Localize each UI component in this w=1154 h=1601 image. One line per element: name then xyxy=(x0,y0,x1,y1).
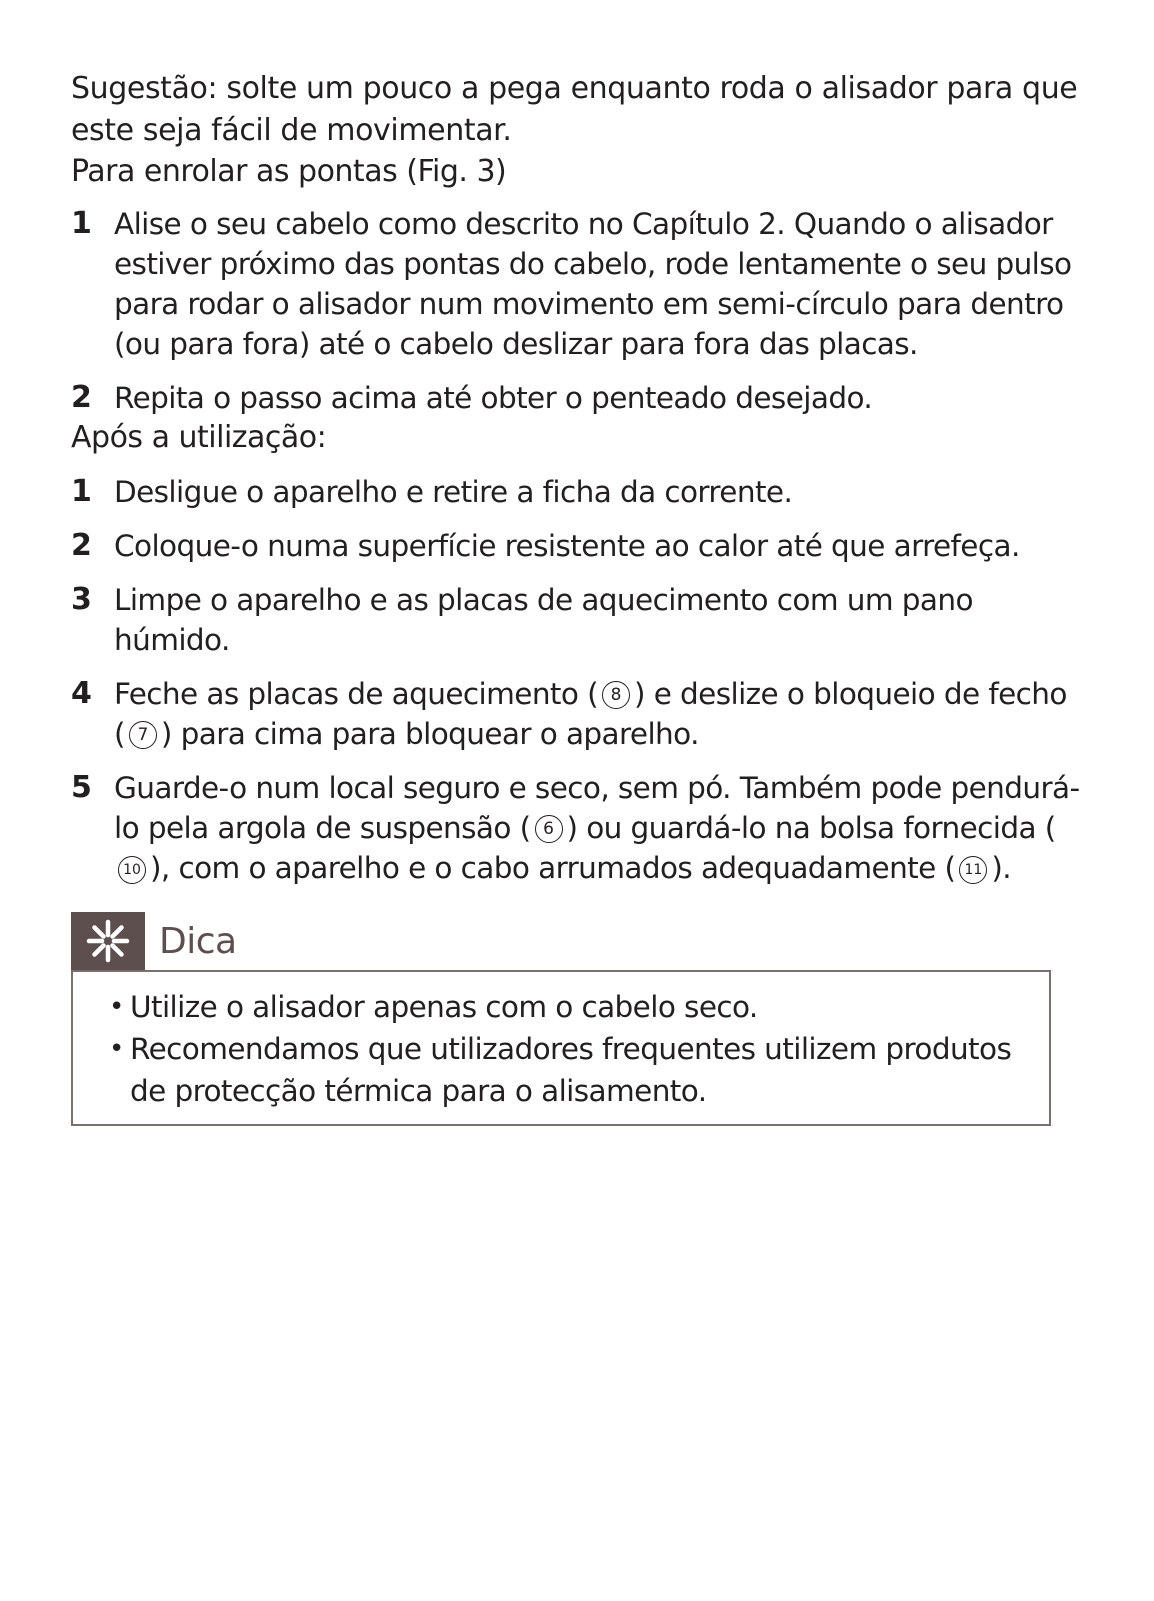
step-text: Desligue o aparelho e retire a ficha da corrente. xyxy=(114,475,793,509)
suggestion-label: Sugestão xyxy=(71,71,208,106)
text-part: ), com o aparelho e o cabo arrumados adequadamente ( xyxy=(150,851,956,885)
step-text: Coloque-o numa superfície resistente ao calor até que arrefeça. xyxy=(114,529,1020,563)
after-step xyxy=(71,768,1081,888)
bullet-icon: • xyxy=(109,1034,125,1064)
step-number: 1 xyxy=(71,206,92,241)
tip-content xyxy=(71,970,1051,1126)
asterisk-icon xyxy=(71,912,145,970)
step-number: 4 xyxy=(71,676,92,711)
callout-number-icon: 8 xyxy=(602,681,630,709)
after-step xyxy=(71,674,1081,754)
step-number: 5 xyxy=(71,770,92,805)
after-steps xyxy=(71,472,1081,888)
suggestion-text: : solte um pouco a pega enquanto roda o alisador para que este seja fácil de movimentar. xyxy=(71,71,1078,148)
text-part: Guarde-o num local seguro e seco, sem pó. Também pode pendurá-lo pela argola de suspensão ( xyxy=(114,771,1080,845)
text-part: ) para cima para bloquear o aparelho. xyxy=(160,717,699,751)
callout-number-icon: 10 xyxy=(118,856,146,884)
after-step xyxy=(71,580,1081,660)
curl-steps xyxy=(71,204,1081,418)
text-part: ) e deslize o bloqueio de fecho ( xyxy=(114,677,1067,751)
asterisk-icon-graphic xyxy=(85,918,131,964)
tip-bullet xyxy=(93,1028,1029,1112)
step-text xyxy=(114,677,1067,751)
step-number: 1 xyxy=(71,474,92,509)
text-part: ). xyxy=(991,851,1012,885)
step-text: Limpe o aparelho e as placas de aquecimento com um pano húmido. xyxy=(114,583,973,657)
step-number: 2 xyxy=(71,528,92,563)
curl-heading: Para enrolar as pontas (Fig. 3) xyxy=(71,154,507,189)
tip-bullet-text: Recomendamos que utilizadores frequentes utilizem produtos de protecção térmica para o alisamento. xyxy=(130,1032,1012,1108)
callout-number-icon: 11 xyxy=(959,856,987,884)
callout-number-icon: 7 xyxy=(129,721,157,749)
tip-header xyxy=(71,912,1051,970)
curl-step xyxy=(71,204,1081,364)
text-part: Feche as placas de aquecimento ( xyxy=(114,677,599,711)
curl-step xyxy=(71,378,1081,418)
manual-page xyxy=(71,68,1081,888)
tip-bullet-text: Utilize o alisador apenas com o cabelo seco. xyxy=(130,990,758,1024)
callout-number-icon: 6 xyxy=(535,815,563,843)
tip-bullet xyxy=(93,986,1029,1028)
after-heading xyxy=(71,418,1081,458)
bullet-icon: • xyxy=(109,992,125,1022)
after-heading-text: Após a utilização xyxy=(71,420,317,455)
step-text: Alise o seu cabelo como descrito no Capítulo 2. Quando o alisador estiver próximo das pontas do cabelo, rode lentamente o seu pulso para rodar o alisador num movimento em semi-círculo para dentro (ou para fora) até o cabelo deslizar para fora das placas. xyxy=(114,207,1072,361)
after-heading-suffix: : xyxy=(316,420,327,455)
after-step xyxy=(71,472,1081,512)
step-text xyxy=(114,771,1080,885)
text-part: ) ou guardá-lo na bolsa fornecida ( xyxy=(566,811,1056,845)
step-number: 3 xyxy=(71,582,92,617)
after-step xyxy=(71,526,1081,566)
suggestion-paragraph xyxy=(71,68,1081,152)
tip-title: Dica xyxy=(159,921,237,962)
step-number: 2 xyxy=(71,380,92,415)
tip-box xyxy=(71,912,1051,1126)
step-text: Repita o passo acima até obter o penteado desejado. xyxy=(114,381,873,415)
